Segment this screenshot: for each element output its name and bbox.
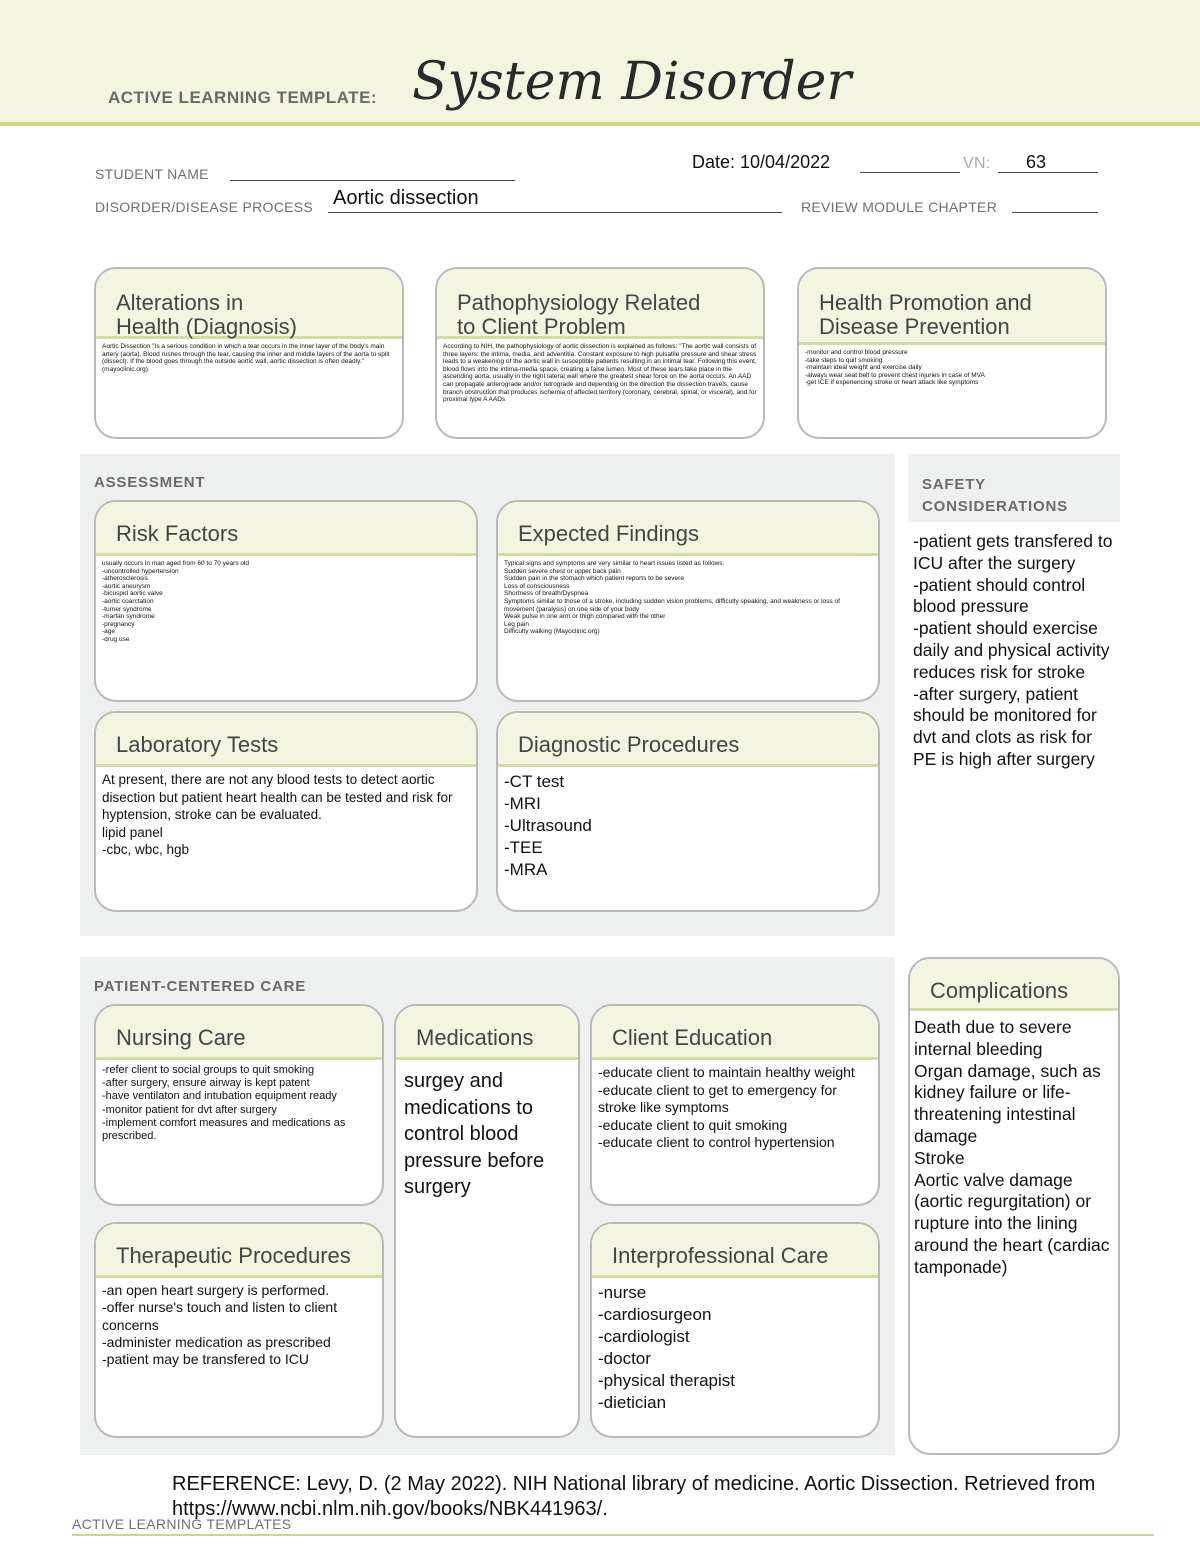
nursing-care-title: Nursing Care bbox=[96, 1006, 382, 1060]
alterations-title: Alterations in Health (Diagnosis) bbox=[96, 269, 402, 339]
assessment-title: ASSESSMENT bbox=[94, 474, 206, 491]
client-education-body: -educate client to maintain healthy weight -educate client to get to emergency for stroke like symptoms -educate client to quit smoking -educate client to control hypertension bbox=[598, 1064, 855, 1151]
interprofessional-care-title: Interprofessional Care bbox=[592, 1224, 878, 1278]
client-education-box bbox=[590, 1004, 880, 1206]
medications-box bbox=[394, 1004, 580, 1438]
student-name-label: STUDENT NAME bbox=[95, 166, 209, 182]
disorder-label: DISORDER/DISEASE PROCESS bbox=[95, 199, 314, 215]
diagnostic-procedures-box bbox=[496, 711, 880, 912]
diagnostic-procedures-title: Diagnostic Procedures bbox=[498, 713, 878, 767]
client-education-title: Client Education bbox=[592, 1006, 878, 1060]
pathophysiology-title: Pathophysiology Related to Client Problem bbox=[437, 269, 763, 339]
laboratory-tests-body: At present, there are not any blood tests to detect aortic disection but patient heart health can be tested and risk for hyptension, stroke can be evaluated. lipid panel -cbc, wbc, hgb bbox=[102, 772, 453, 857]
pathophysiology-box bbox=[435, 267, 765, 439]
alterations-box bbox=[94, 267, 404, 439]
reference-text: REFERENCE: Levy, D. (2 May 2022). NIH National library of medicine. Aortic Dissection. Retrieved from https://www.ncbi.nlm.nih.gov/books/NBK441963/. bbox=[172, 1473, 1096, 1520]
health-promotion-box bbox=[797, 267, 1107, 439]
expected-findings-body: Typical signs and symptoms are very similar to heart issues listed as follows: Sudden severe chest or upper back pain Sudden pain in the stomach which patient reports to be severe Loss of consciousness Shortness of breath/Dyspnea Symptoms similar to those of a stroke, including sudden vision problems, difficulty speaking, and weakness or loss of movement (paralysis) on one side of your body Weak pulse in one arm or thigh compared with the other Leg pain Difficulty walking (Mayoclinic.org) bbox=[504, 560, 840, 636]
review-module-label: REVIEW MODULE CHAPTER bbox=[801, 199, 998, 215]
safety-title: SAFETY CONSIDERATIONS bbox=[922, 476, 1068, 515]
therapeutic-procedures-body: -an open heart surgery is performed. -offer nurse's touch and listen to client concerns -administer medication as prescribed -patient may be transfered to ICU bbox=[102, 1282, 338, 1368]
footer-rule bbox=[72, 1534, 1154, 1536]
risk-factors-body: usually occurs in man aged from 60 to 70 years old -uncontrolled hypertension -atherosclerosis -aortic aneurysm -bicuspid aortic valve -aortic coarctation -turner syndrome -marfan syndrome -pregnancy -age -drug use bbox=[102, 560, 250, 643]
vn-value: 63 bbox=[1026, 152, 1047, 172]
complications-box bbox=[908, 957, 1120, 1455]
therapeutic-procedures-box bbox=[94, 1222, 384, 1438]
therapeutic-procedures-title: Therapeutic Procedures bbox=[96, 1224, 382, 1278]
medications-title: Medications bbox=[396, 1006, 578, 1060]
nursing-care-box bbox=[94, 1004, 384, 1206]
nursing-care-body: -refer client to social groups to quit smoking -after surgery, ensure airway is kept patent -have ventilaton and intubation equipment ready -monitor patient for dvt after surgery -implement comfort measures and medications as prescribed. bbox=[102, 1064, 346, 1143]
interprofessional-care-body: -nurse -cardiosurgeon -cardiologist -doctor -physical therapist -dietician bbox=[598, 1283, 736, 1412]
laboratory-tests-box bbox=[94, 711, 478, 912]
complications-body: Death due to severe internal bleeding Organ damage, such as kidney failure or life-threatening intestinal damage Stroke Aortic valve damage (aortic regurgitation) or rupture into the lining around the heart (cardiac tamponade) bbox=[914, 1017, 1110, 1277]
student-name-field[interactable] bbox=[230, 164, 515, 181]
banner-title: System Disorder bbox=[412, 52, 852, 112]
banner-prefix: ACTIVE LEARNING TEMPLATE: bbox=[108, 88, 378, 107]
risk-factors-title: Risk Factors bbox=[96, 502, 476, 556]
vn-field[interactable] bbox=[998, 156, 1098, 173]
health-promotion-title: Health Promotion and Disease Prevention bbox=[799, 269, 1105, 345]
patient-care-title: PATIENT-CENTERED CARE bbox=[94, 978, 307, 995]
interprofessional-care-box bbox=[590, 1222, 880, 1438]
date-text: Date: 10/04/2022 bbox=[692, 152, 831, 172]
safety-body: -patient gets transfered to ICU after the surgery -patient should control blood pressure -patient should exercise daily and physical activity reduces risk for stroke -after surgery, patient should be monitored for dvt and clots as risk for PE is high after surgery bbox=[913, 531, 1113, 769]
laboratory-tests-title: Laboratory Tests bbox=[96, 713, 476, 767]
expected-findings-box bbox=[496, 500, 880, 702]
footer-label: ACTIVE LEARNING TEMPLATES bbox=[72, 1516, 292, 1532]
risk-factors-box bbox=[94, 500, 478, 702]
complications-title: Complications bbox=[910, 959, 1118, 1011]
disorder-value: Aortic dissection bbox=[333, 187, 479, 209]
diagnostic-procedures-body: -CT test -MRI -Ultrasound -TEE -MRA bbox=[504, 772, 592, 879]
vn-label: VN: bbox=[963, 155, 991, 172]
alterations-body: Aortic Dissection "Is a serious condition in which a tear occurs in the inner layer of the body's main artery (aorta). Blood rushes through the tear, causing the inner and middle layers of the aorta to split (dissect). If the blood goes through the outside aortic wall, aortic dissection is often deadly." (mayoclinic.org). bbox=[102, 343, 390, 373]
expected-findings-title: Expected Findings bbox=[498, 502, 878, 556]
health-promotion-body: -monitor and control blood pressure -take steps to quit smoking -maintain ideal weight and exercise daily -always wear seat belt to prevent chest injuries in case of MVA -get ICE if experiencing stroke or heart attack like symptoms bbox=[805, 349, 985, 387]
review-module-field[interactable] bbox=[1012, 196, 1098, 213]
date-underline bbox=[860, 156, 960, 173]
pathophysiology-body: According to NIH, the pathophysiology of aortic dissection is explained as follows: "The aortic wall consists of three layers: the intima, media, and adventitia. Constant exposure to high pulsatile pressure and shear stress leads to a weakening of the aortic wall in susceptible patients resulting in an intimal tear. Following this event, blood flows into the intima-media space, creating a false lumen. Most of these tears take place in the ascending aorta, usually in the right lateral wall where the greatest shear force on the aorta occurs. An AAD can propagate anterograde and/or retrograde and depending on the direction the dissection travels, cause branch obstruction that produces ischemia of affected territory (coronary, cerebral, spinal, or visceral), and for proximal type A AADs bbox=[443, 343, 757, 404]
medications-body: surgey and medications to control blood pressure before surgery bbox=[404, 1070, 545, 1198]
